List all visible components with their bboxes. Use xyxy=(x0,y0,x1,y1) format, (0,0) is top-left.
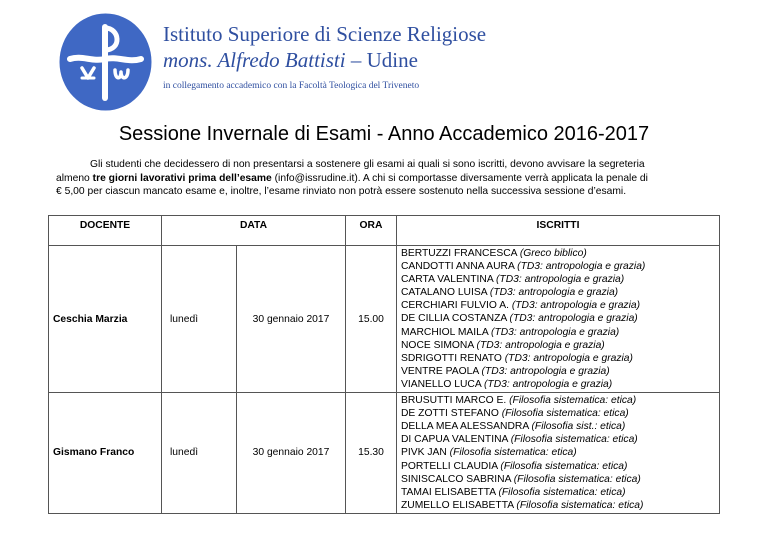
student-entry xyxy=(401,460,715,473)
student-name: CATALANO LUISA xyxy=(401,287,490,299)
student-course: (TD3: antropologia e grazia) xyxy=(481,365,610,377)
institute-name: Istituto Superiore di Scienze Religiose xyxy=(163,22,487,46)
table-row xyxy=(49,246,720,393)
student-entry xyxy=(401,312,715,325)
student-entry xyxy=(401,273,715,286)
student-entry xyxy=(401,326,715,339)
header-data: DATA xyxy=(162,216,346,246)
student-name: DE ZOTTI STEFANO xyxy=(401,408,502,420)
student-entry xyxy=(401,299,715,312)
table-row xyxy=(49,393,720,514)
student-course: (Filosofia sistematica: etica) xyxy=(449,447,577,459)
student-name: BERTUZZI FRANCESCA xyxy=(401,248,520,259)
student-name: NOCE SIMONA xyxy=(401,339,477,351)
student-entry xyxy=(401,499,715,512)
student-entry xyxy=(401,446,715,459)
student-entry xyxy=(401,365,715,378)
student-course: (Filosofia sist.: etica) xyxy=(531,421,626,433)
institute-affiliation: in collegamento accademico con la Facoltà Teologica del Triveneto xyxy=(163,81,420,91)
student-course: (TD3: antropologia e grazia) xyxy=(504,352,633,364)
notice-line-2 xyxy=(56,172,721,186)
student-course: (Filosofia sistematica: etica) xyxy=(510,434,638,446)
student-name: ZUMELLO ELISABETTA xyxy=(401,499,517,511)
student-entry xyxy=(401,260,715,273)
student-name: PIVK JAN xyxy=(401,447,450,459)
student-name: MARCHIOL MAILA xyxy=(401,326,492,338)
student-entry xyxy=(401,286,715,299)
student-course: (Filosofia sistematica: etica) xyxy=(516,499,644,511)
student-entry xyxy=(401,486,715,499)
student-course: (TD3: antropologia e grazia) xyxy=(517,261,646,273)
institute-patron: mons. Alfredo Battisti xyxy=(163,48,346,72)
student-course: (TD3: antropologia e grazia) xyxy=(489,287,619,299)
student-course: (TD3: antropologia e grazia) xyxy=(483,378,613,390)
notice-line-2-start: almeno xyxy=(56,172,93,184)
student-course: (Filosofia sistematica: etica) xyxy=(513,473,641,485)
time-cell: 15.30 xyxy=(346,393,397,514)
notice-line-2-end: (info@issrudine.it). A chi si comportasse diversamente verrà applicata la penale di xyxy=(271,172,648,184)
student-course: (Filosofia sistematica: etica) xyxy=(498,486,626,498)
day-cell: lunedì xyxy=(162,246,237,393)
student-name: SINISCALCO SABRINA xyxy=(401,473,514,485)
institute-logo xyxy=(58,12,153,112)
student-course: (Greco biblico) xyxy=(519,248,587,259)
student-name: CERCHIARI FULVIO A. xyxy=(401,300,512,312)
student-entry xyxy=(401,247,715,260)
student-name: VENTRE PAOLA xyxy=(401,365,482,377)
table-body xyxy=(49,246,720,514)
institute-heading xyxy=(163,22,486,91)
student-name: DI CAPUA VALENTINA xyxy=(401,434,511,446)
student-entry xyxy=(401,473,715,486)
notice-line-1: Gli studenti che decidessero di non presentarsi a sostenere gli esami ai quali si sono iscritti, devono avvisare la segreteria xyxy=(90,159,645,170)
notice-line-3: € 5,00 per ciascun mancato esame e, inoltre, l’esame rinviato non potrà essere sostenuto nella successiva sessione d’esami. xyxy=(56,186,627,198)
header-iscritti: ISCRITTI xyxy=(397,216,720,246)
table-header-row xyxy=(49,216,720,246)
student-name: BRUSUTTI MARCO E. xyxy=(401,395,510,407)
student-name: PORTELLI CLAUDIA xyxy=(401,460,501,472)
student-entry xyxy=(401,378,715,391)
student-entry xyxy=(401,433,715,446)
notice-deadline: tre giorni lavorativi prima dell’esame xyxy=(92,172,272,184)
student-name: VIANELLO LUCA xyxy=(401,378,484,390)
student-entry xyxy=(401,394,715,407)
student-course: (TD3: antropologia e grazia) xyxy=(491,326,620,338)
student-course: (TD3: antropologia e grazia) xyxy=(496,274,625,286)
document-title: Sessione Invernale di Esami - Anno Accademico 2016-2017 xyxy=(118,123,650,145)
notice-paragraph xyxy=(56,158,721,199)
exam-table xyxy=(48,215,720,514)
student-name: TAMAI ELISABETTA xyxy=(401,486,499,498)
student-entry xyxy=(401,407,715,420)
student-entry xyxy=(401,339,715,352)
time-cell: 15.00 xyxy=(346,246,397,393)
student-entry xyxy=(401,352,715,365)
day-cell: lunedì xyxy=(162,393,237,514)
docente-cell: Ceschia Marzia xyxy=(49,246,162,393)
student-course: (TD3: antropologia e grazia) xyxy=(476,339,605,351)
date-cell: 30 gennaio 2017 xyxy=(237,393,346,514)
iscritti-cell xyxy=(397,393,720,514)
student-course: (TD3: antropologia e grazia) xyxy=(511,300,641,312)
student-course: (Filosofia sistematica: etica) xyxy=(509,395,637,407)
docente-cell: Gismano Franco xyxy=(49,393,162,514)
institute-subtitle xyxy=(163,47,486,73)
student-course: (TD3: antropologia e grazia) xyxy=(509,313,638,325)
header-ora: ORA xyxy=(346,216,397,246)
student-name: CANDOTTI ANNA AURA xyxy=(401,261,518,273)
student-course: (Filosofia sistematica: etica) xyxy=(500,460,628,472)
iscritti-cell xyxy=(397,246,720,393)
student-course: (Filosofia sistematica: etica) xyxy=(501,408,629,420)
student-name: SDRIGOTTI RENATO xyxy=(401,352,505,364)
student-name: DELLA MEA ALESSANDRA xyxy=(401,421,532,433)
institute-city: – Udine xyxy=(345,48,418,72)
header-docente: DOCENTE xyxy=(49,216,162,246)
student-entry xyxy=(401,420,715,433)
student-name: DE CILLIA COSTANZA xyxy=(401,313,510,325)
student-name: CARTA VALENTINA xyxy=(401,274,496,286)
date-cell: 30 gennaio 2017 xyxy=(237,246,346,393)
